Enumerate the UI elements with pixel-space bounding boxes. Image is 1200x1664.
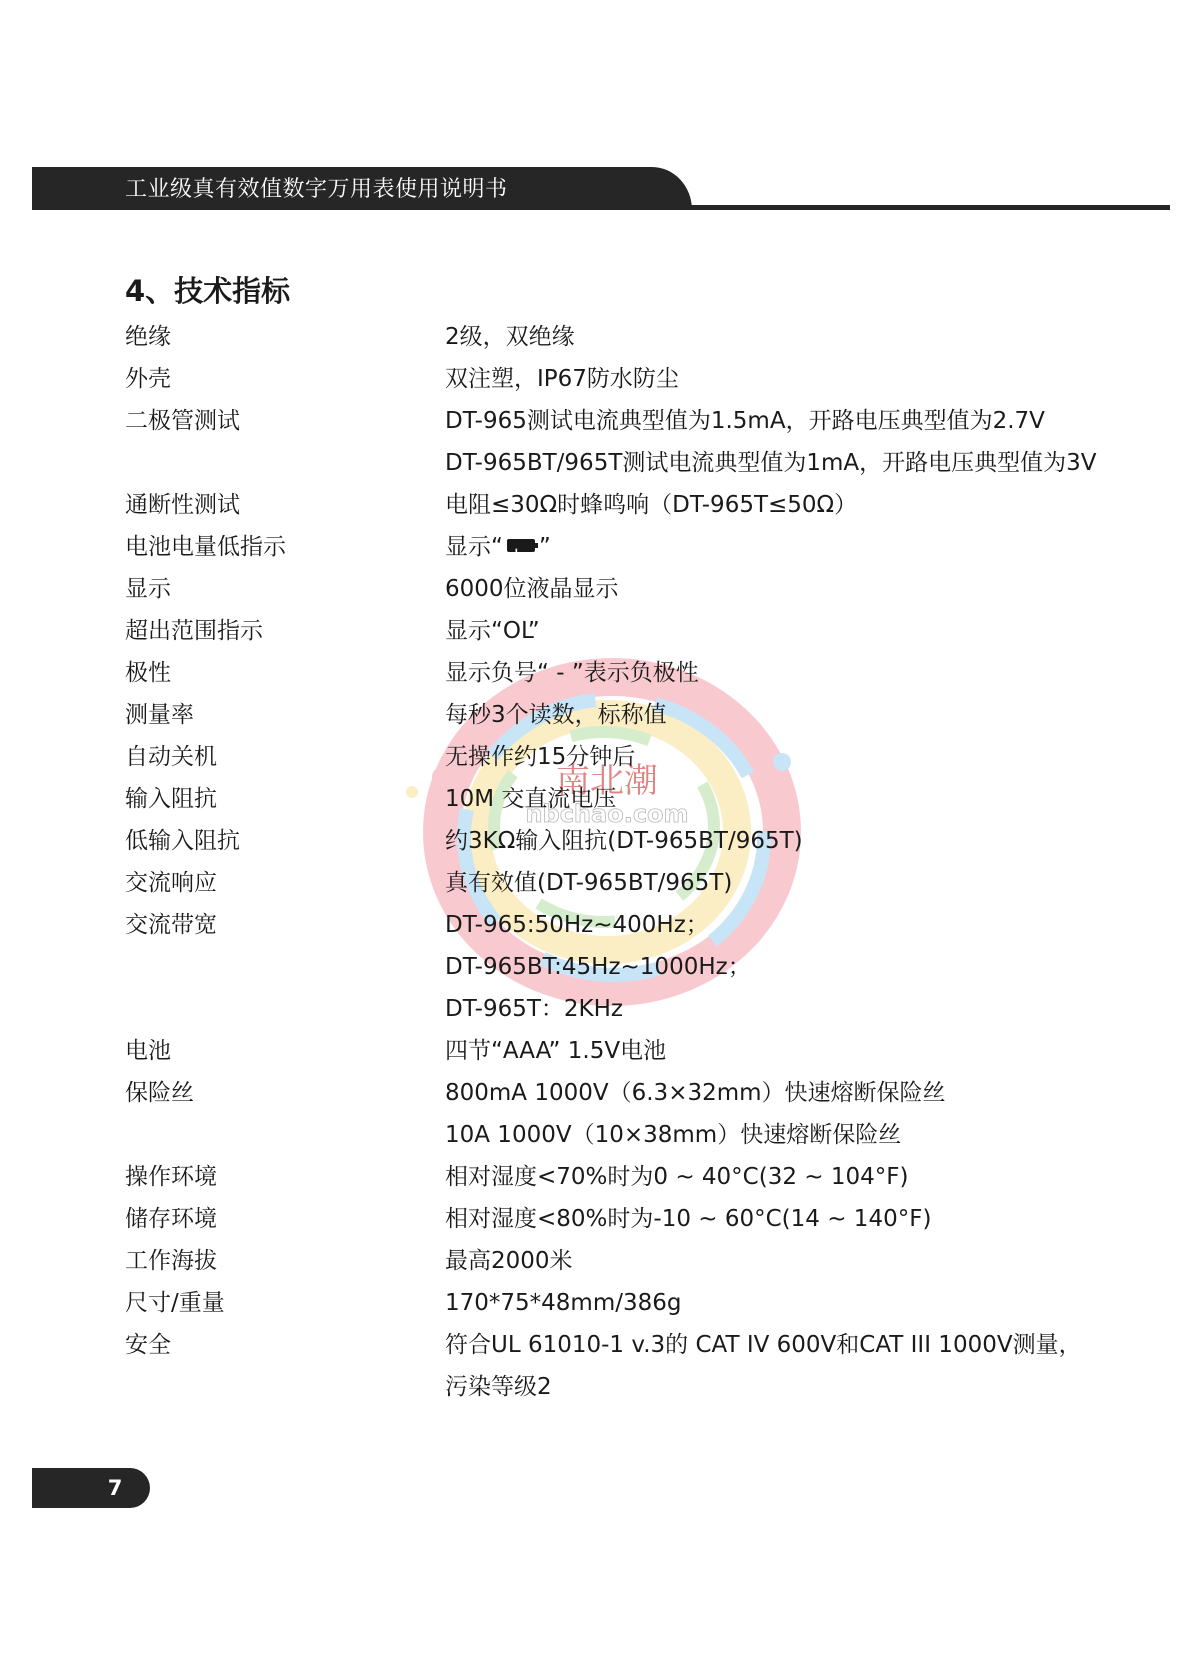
spec-row-size-weight [125,1282,1125,1324]
spec-row-measure-rate [125,694,1125,736]
page-number: 7 [107,1476,123,1500]
spec-value: DT-965测试电流典型值为1.5mA，开路电压典型值为2.7V [445,408,1045,434]
watermark-text-url: nbchao.com [525,800,689,828]
spec-label: 低输入阻抗 [125,828,240,854]
spec-value: 相对湿度<80%时为-10 ~ 60°C(14 ~ 140°F) [445,1206,932,1232]
spec-value: 双注塑，IP67防水防尘 [445,366,679,392]
spec-label: 安全 [125,1332,171,1358]
document-title: 工业级真有效值数字万用表使用说明书 [125,177,508,202]
spec-row-diode-test [125,400,1125,484]
spec-row-safety [125,1324,1125,1408]
spec-label: 输入阻抗 [125,786,217,812]
spec-row-auto-off [125,736,1125,778]
spec-value: 无操作约15分钟后 [445,744,636,770]
spec-value: 显示“OL” [445,618,540,644]
spec-label: 通断性测试 [125,492,240,518]
battery-low-icon [507,539,535,552]
spec-label: 储存环境 [125,1206,217,1232]
spec-value: 10A 1000V（10×38mm）快速熔断保险丝 [445,1122,902,1148]
spec-row-input-impedance [125,778,1125,820]
spec-row-enclosure [125,358,1125,400]
spec-label: 电池电量低指示 [125,534,286,560]
spec-value: DT-965T：2KHz [445,996,623,1022]
spec-label: 二极管测试 [125,408,240,434]
spec-value-prefix: 显示“ [445,534,503,560]
spec-value: 符合UL 61010-1 v.3的 CAT IV 600V和CAT III 1000V测量， [445,1332,1082,1358]
spec-value: DT-965:50Hz~400Hz； [445,912,709,938]
spec-value: 10M 交直流电压 [445,786,617,812]
spec-row-battery [125,1030,1125,1072]
spec-value: 170*75*48mm/386g [445,1290,682,1316]
spec-label: 交流带宽 [125,912,217,938]
spec-value: 相对湿度<70%时为0 ~ 40°C(32 ~ 104°F) [445,1164,909,1190]
spec-label: 超出范围指示 [125,618,263,644]
spec-row-overrange [125,610,1125,652]
spec-value: 污染等级2 [445,1374,552,1400]
spec-row-ac-response [125,862,1125,904]
spec-row-display [125,568,1125,610]
spec-row-fuse [125,1072,1125,1156]
spec-label: 显示 [125,576,171,602]
spec-row-insulation [125,316,1125,358]
spec-row-low-input-impedance [125,820,1125,862]
page-number-tab [32,1468,150,1508]
spec-value: 6000位液晶显示 [445,576,619,602]
spec-label: 交流响应 [125,870,217,896]
spec-row-continuity [125,484,1125,526]
spec-value: 显示负号“ - ”表示负极性 [445,660,699,686]
watermark-text-cn: 南北潮 [556,761,658,801]
spec-table [125,316,1125,1408]
spec-label: 绝缘 [125,324,171,350]
spec-label: 极性 [125,660,171,686]
spec-row-low-battery [125,526,1125,568]
spec-value: DT-965BT/965T测试电流典型值为1mA，开路电压典型值为3V [445,450,1097,476]
spec-value: 2级，双绝缘 [445,324,575,350]
spec-value: 电阻≤30Ω时蜂鸣响（DT-965T≤50Ω） [445,492,858,518]
spec-label: 操作环境 [125,1164,217,1190]
spec-label: 测量率 [125,702,194,728]
spec-row-polarity [125,652,1125,694]
spec-row-operating-env [125,1156,1125,1198]
header-rule [32,205,1170,210]
spec-row-ac-bandwidth [125,904,1125,1030]
spec-value: 四节“AAA” 1.5V电池 [445,1038,667,1064]
spec-label: 工作海拔 [125,1248,217,1274]
spec-value: 约3KΩ输入阻抗(DT-965BT/965T) [445,828,803,854]
spec-label: 外壳 [125,366,171,392]
section-title: 4、技术指标 [125,274,291,308]
spec-label: 保险丝 [125,1080,194,1106]
spec-value: 真有效值(DT-965BT/965T) [445,870,733,896]
spec-value [445,526,1125,568]
spec-value: 最高2000米 [445,1248,573,1274]
spec-value: 800mA 1000V（6.3×32mm）快速熔断保险丝 [445,1080,946,1106]
spec-value: DT-965BT:45Hz~1000Hz； [445,954,751,980]
spec-row-altitude [125,1240,1125,1282]
spec-value: 每秒3个读数，标称值 [445,702,667,728]
spec-label: 自动关机 [125,744,217,770]
spec-row-storage-env [125,1198,1125,1240]
spec-label: 电池 [125,1038,171,1064]
spec-label: 尺寸/重量 [125,1290,225,1316]
spec-value-suffix: ” [538,534,551,560]
